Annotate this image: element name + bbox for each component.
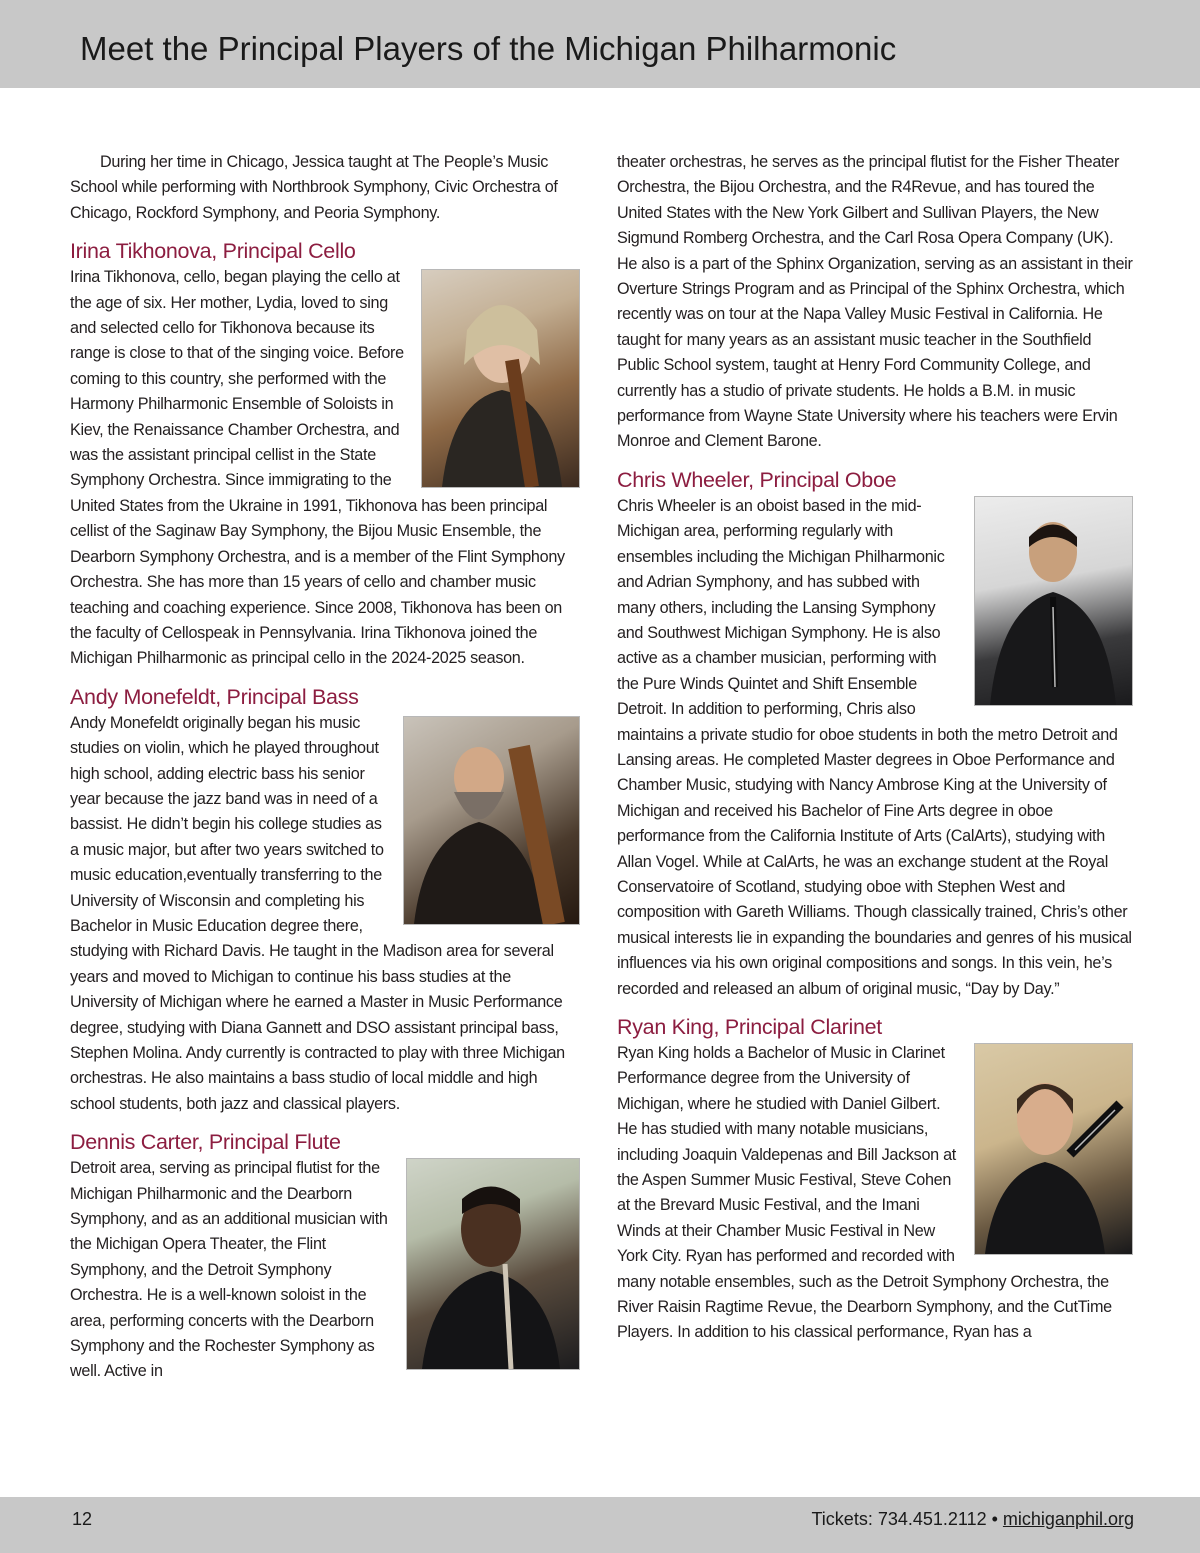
right-column bbox=[617, 150, 1133, 1346]
bio-heading-oboe: Chris Wheeler, Principal Oboe bbox=[617, 467, 897, 492]
footer-contact bbox=[811, 1509, 1134, 1530]
tickets-phone: Tickets: 734.451.2112 • bbox=[811, 1509, 998, 1529]
flutist-photo bbox=[406, 1158, 580, 1370]
bio-text-flute-continued: theater orchestras, he serves as the principal flutist for the Fisher Theater Orchestra, the Bijou Orchestra, and the R4Revue, and has toured the United States with the New York Gilbert and Sullivan Players, the New Sigmund Romberg Orchestra, and the Carl Rosa Opera Company (UK). He also is a part of the Sphinx Organization, serving as an assistant in their Overture Strings Program and as Principal of the Sphinx Orchestra, which recently was on tour at the Napa Valley Music Festival in California. He taught for many years as an assistant music teacher in the Southfield Public School system, taught at Henry Ford Community College, and currently has a studio of private students. He holds a B.M. in music performance from Wayne State University where his teachers were Ervin Monroe and Clement Barone. bbox=[617, 153, 1133, 451]
bassist-photo bbox=[403, 716, 580, 925]
oboist-photo bbox=[974, 496, 1133, 706]
header-bar bbox=[0, 0, 1200, 88]
bio-heading-bass: Andy Monefeldt, Principal Bass bbox=[70, 684, 359, 709]
left-column bbox=[70, 150, 580, 1385]
page-title: Meet the Principal Players of the Michigan Philharmonic bbox=[80, 30, 897, 67]
bio-heading-clarinet: Ryan King, Principal Clarinet bbox=[617, 1015, 882, 1039]
bio-text-clarinet: Ryan King holds a Bachelor of Music in Clarinet Performance degree from the University of Michigan, where he studied with Daniel Gilbert. He has studied with many notable musicians, including Joaquin Valdepenas and Bill Jackson at the Aspen Summer Music Festival, Steve Cohen at the Brevard Music Festival, and the Imani Winds at their Chamber Music Festival in New York City. Ryan has performed and recorded with many notable ensembles, such as the Detroit Symphony Orchestra, the River Raisin Ragtime Revue, the Dearborn Symphony, and the CutTime Players. In addition to his classical performance, Ryan has a bbox=[617, 1044, 1112, 1342]
page-number: 12 bbox=[72, 1509, 93, 1529]
bio-text-bass: Andy Monefeldt originally began his music studies on violin, which he played throughout high school, adding electric bass his senior year because the jazz band was in need of a bassist. He didn’t begin his college studies as a music major, but after two years switched to music education,eventually transferring to the University of Wisconsin and completing his Bachelor in Music Education degree there, studying with Richard Davis. He taught in the Madison area for several years and moved to Michigan to continue his bass studies at the University of Michigan where he earned a Master in Music Performance degree, studying with Diana Gannett and DSO assistant principal bass, Stephen Molina. Andy currently is contracted to play with three Michigan orchestras. He also maintains a bass studio of local middle and high school students, both jazz and classical players. bbox=[70, 713, 565, 1113]
bio-heading-flute: Dennis Carter, Principal Flute bbox=[70, 1130, 341, 1155]
bio-text-cello: Irina Tikhonova, cello, began playing the cello at the age of six. Her mother, Lydia, loved to sing and selected cello for Tikhonova because its range is close to that of the singing voice. Before coming to this country, she performed with the Harmony Philharmonic Ensemble of Soloists in Kiev, the Renaissance Chamber Orchestra, and was the assistant principal cellist in the State Symphony Orchestra. Since immigrating to the United States from the Ukraine in 1991, Tikhonova has been principal cellist of the Saginaw Bay Symphony, the Bijou Music Ensemble, the Dearborn Symphony Orchestra, and is a member of the Flint Symphony Orchestra. She has more than 15 years of cello and chamber music teaching and coaching experience. Since 2008, Tikhonova has been on the faculty of Cellospeak in Pennsylvania. Irina Tikhonova joined the Michigan Philharmonic as principal cello in the 2024-2025 season. bbox=[70, 268, 565, 668]
intro-paragraph: During her time in Chicago, Jessica taught at The People’s Music School while performing with Northbrook Symphony, Civic Orchestra of Chicago, Rockford Symphony, and Peoria Symphony. bbox=[70, 153, 558, 222]
bio-heading-cello: Irina Tikhonova, Principal Cello bbox=[70, 239, 356, 264]
clarinetist-photo bbox=[974, 1043, 1133, 1255]
cellist-photo bbox=[421, 269, 580, 488]
bio-text-oboe: Chris Wheeler is an oboist based in the mid-Michigan area, performing regularly with ensembles including the Michigan Philharmonic and Adrian Symphony, and has subbed with many others, including the Lansing Symphony and Southwest Michigan Symphony. He is also active as a chamber musician, performing with the Pure Winds Quintet and Shift Ensemble Detroit. In addition to performing, Chris also maintains a private studio for oboe students in both the metro Detroit and Lansing areas. He completed Master degrees in Oboe Performance and Chamber Music, studying with Nancy Ambrose King at the University of Michigan and received his Bachelor of Fine Arts degree in oboe performance from the California Institute of Arts (CalArts), studying with Allan Vogel. While at CalArts, he was an exchange student at the Royal Conservatoire of Scotland, studying oboe with Stephen West and composition with Gareth Williams. Though classically trained, Chris’s other musical interests lie in expanding the boundaries and genres of his musical influences via his own original compositions and songs. In this vein, he’s recorded and released an album of original music, “Day by Day.” bbox=[617, 496, 1132, 998]
website-link[interactable]: michiganphil.org bbox=[1002, 1509, 1134, 1529]
bio-text-flute: Detroit area, serving as principal flutist for the Michigan Philharmonic and the Dearborn Symphony, and as an additional musician with the Michigan Opera Theater, the Flint Symphony, and the Detroit Symphony Orchestra. He is a well-known soloist in the area, performing concerts with the Dearborn Symphony and the Rochester Symphony as well. Active in bbox=[70, 1159, 388, 1381]
